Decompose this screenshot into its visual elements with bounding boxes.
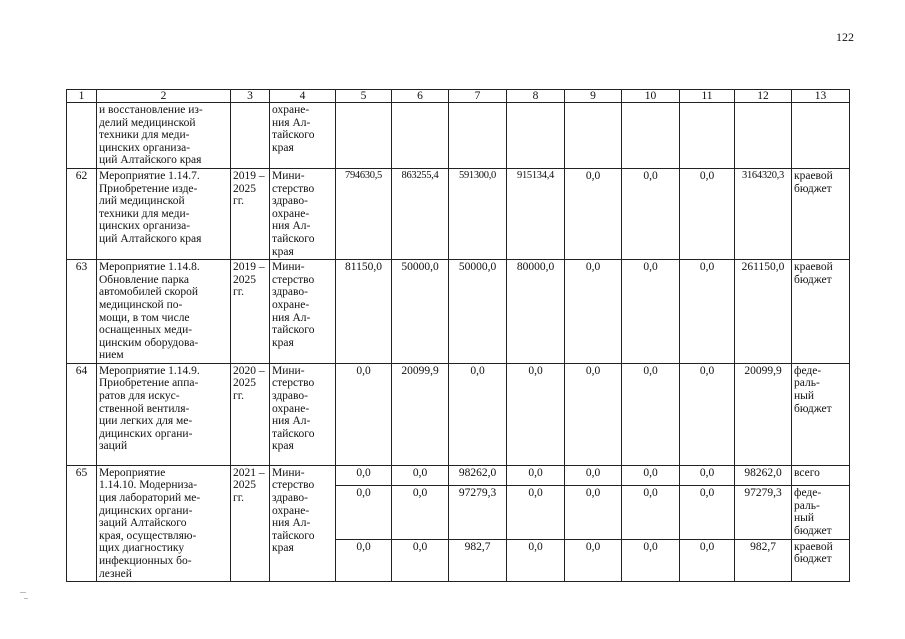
value-cell: 0,0 — [622, 363, 680, 465]
column-number-row — [67, 90, 850, 103]
source-cell: краевой бюджет — [792, 168, 850, 259]
table-row — [67, 465, 850, 485]
source-cell: феде- раль- ный бюджет — [792, 486, 850, 540]
column-header: 1 — [67, 90, 97, 103]
value-cell: 0,0 — [680, 539, 735, 581]
table-row — [67, 260, 850, 364]
value-cell: 0,0 — [507, 539, 565, 581]
value-cell: 982,7 — [735, 539, 792, 581]
value-cell: 794630,5 — [336, 168, 392, 259]
value-cell: 80000,0 — [507, 260, 565, 364]
value-cell: 97279,3 — [735, 486, 792, 540]
value-cell: 97279,3 — [449, 486, 507, 540]
value-cell: 0,0 — [622, 465, 680, 485]
value-cell: 3164320,3 — [735, 168, 792, 259]
value-cell: 0,0 — [336, 486, 392, 540]
table-row — [67, 168, 850, 259]
value-cell: 0,0 — [392, 465, 449, 485]
value-cell — [680, 103, 735, 169]
value-cell: 0,0 — [336, 539, 392, 581]
executor-cell: Мини- стерство здраво- охране- ния Ал- тайского края — [270, 363, 336, 465]
scan-artifact — [24, 598, 28, 599]
table-row — [67, 103, 850, 169]
scan-artifact — [20, 592, 26, 593]
value-cell: 591300,0 — [449, 168, 507, 259]
value-cell: 0,0 — [565, 168, 622, 259]
value-cell: 0,0 — [392, 486, 449, 540]
value-cell: 0,0 — [507, 363, 565, 465]
source-cell: всего — [792, 465, 850, 485]
value-cell: 915134,4 — [507, 168, 565, 259]
measure-name-cell: Мероприятие 1.14.10. Модерниза- ция лабораторий ме- дицинских органи- заций Алтайского края, осуществляю- щих диагностику инфекционных бо- лезней — [97, 465, 231, 581]
value-cell: 863255,4 — [392, 168, 449, 259]
value-cell: 20099,9 — [735, 363, 792, 465]
value-cell: 0,0 — [622, 260, 680, 364]
value-cell: 0,0 — [622, 168, 680, 259]
value-cell: 0,0 — [565, 465, 622, 485]
value-cell — [336, 103, 392, 169]
column-header: 12 — [735, 90, 792, 103]
value-cell: 0,0 — [565, 539, 622, 581]
value-cell — [392, 103, 449, 169]
page-number: 122 — [836, 30, 854, 44]
value-cell — [507, 103, 565, 169]
value-cell: 261150,0 — [735, 260, 792, 364]
executor-cell: Мини- стерство здраво- охране- ния Ал- тайского края — [270, 260, 336, 364]
column-header: 4 — [270, 90, 336, 103]
value-cell: 0,0 — [680, 363, 735, 465]
value-cell: 0,0 — [507, 486, 565, 540]
source-cell: краевой бюджет — [792, 260, 850, 364]
value-cell: 0,0 — [392, 539, 449, 581]
value-cell: 0,0 — [565, 486, 622, 540]
column-header: 10 — [622, 90, 680, 103]
value-cell: 0,0 — [449, 363, 507, 465]
executor-cell: Мини- стерство здраво- охране- ния Ал- тайского края — [270, 168, 336, 259]
row-number-cell: 62 — [67, 168, 97, 259]
value-cell: 81150,0 — [336, 260, 392, 364]
source-cell: краевой бюджет — [792, 539, 850, 581]
table-row — [67, 363, 850, 465]
executor-cell: охране- ния Ал- тайского края — [270, 103, 336, 169]
column-header: 8 — [507, 90, 565, 103]
value-cell: 0,0 — [336, 363, 392, 465]
value-cell: 0,0 — [507, 465, 565, 485]
value-cell: 0,0 — [622, 486, 680, 540]
value-cell: 0,0 — [565, 260, 622, 364]
source-cell — [792, 103, 850, 169]
value-cell: 50000,0 — [392, 260, 449, 364]
row-number-cell: 64 — [67, 363, 97, 465]
value-cell: 0,0 — [336, 465, 392, 485]
budget-table — [66, 89, 850, 582]
value-cell: 0,0 — [565, 363, 622, 465]
years-cell — [231, 103, 270, 169]
years-cell: 2019 – 2025 гг. — [231, 260, 270, 364]
measure-name-cell: Мероприятие 1.14.9. Приобретение аппа- ратов для искус- ственной вентиля- ции легких для ме- дицинских органи- заций — [97, 363, 231, 465]
source-cell: феде- раль- ный бюджет — [792, 363, 850, 465]
years-cell: 2019 – 2025 гг. — [231, 168, 270, 259]
value-cell: 0,0 — [680, 486, 735, 540]
value-cell: 98262,0 — [449, 465, 507, 485]
column-header: 11 — [680, 90, 735, 103]
value-cell: 0,0 — [622, 539, 680, 581]
measure-name-cell: Мероприятие 1.14.7. Приобретение изде- лий медицинской техники для меди- цинских организа- ций Алтайского края — [97, 168, 231, 259]
value-cell: 0,0 — [680, 465, 735, 485]
value-cell — [565, 103, 622, 169]
years-cell: 2020 – 2025 гг. — [231, 363, 270, 465]
column-header: 6 — [392, 90, 449, 103]
value-cell: 50000,0 — [449, 260, 507, 364]
row-number-cell — [67, 103, 97, 169]
value-cell: 98262,0 — [735, 465, 792, 485]
row-number-cell: 63 — [67, 260, 97, 364]
row-number-cell: 65 — [67, 465, 97, 581]
value-cell: 0,0 — [680, 260, 735, 364]
column-header: 9 — [565, 90, 622, 103]
column-header: 13 — [792, 90, 850, 103]
value-cell — [449, 103, 507, 169]
column-header: 2 — [97, 90, 231, 103]
value-cell — [735, 103, 792, 169]
column-header: 7 — [449, 90, 507, 103]
executor-cell: Мини- стерство здраво- охране- ния Ал- тайского края — [270, 465, 336, 581]
value-cell: 0,0 — [680, 168, 735, 259]
column-header: 5 — [336, 90, 392, 103]
value-cell: 20099,9 — [392, 363, 449, 465]
measure-name-cell: Мероприятие 1.14.8. Обновление парка автомобилей скорой медицинской по- мощи, в том числе оснащенных меди- цинским оборудова- нием — [97, 260, 231, 364]
years-cell: 2021 – 2025 гг. — [231, 465, 270, 581]
measure-name-cell: и восстановление из- делий медицинской техники для меди- цинских организа- ций Алтайского края — [97, 103, 231, 169]
column-header: 3 — [231, 90, 270, 103]
value-cell: 982,7 — [449, 539, 507, 581]
value-cell — [622, 103, 680, 169]
